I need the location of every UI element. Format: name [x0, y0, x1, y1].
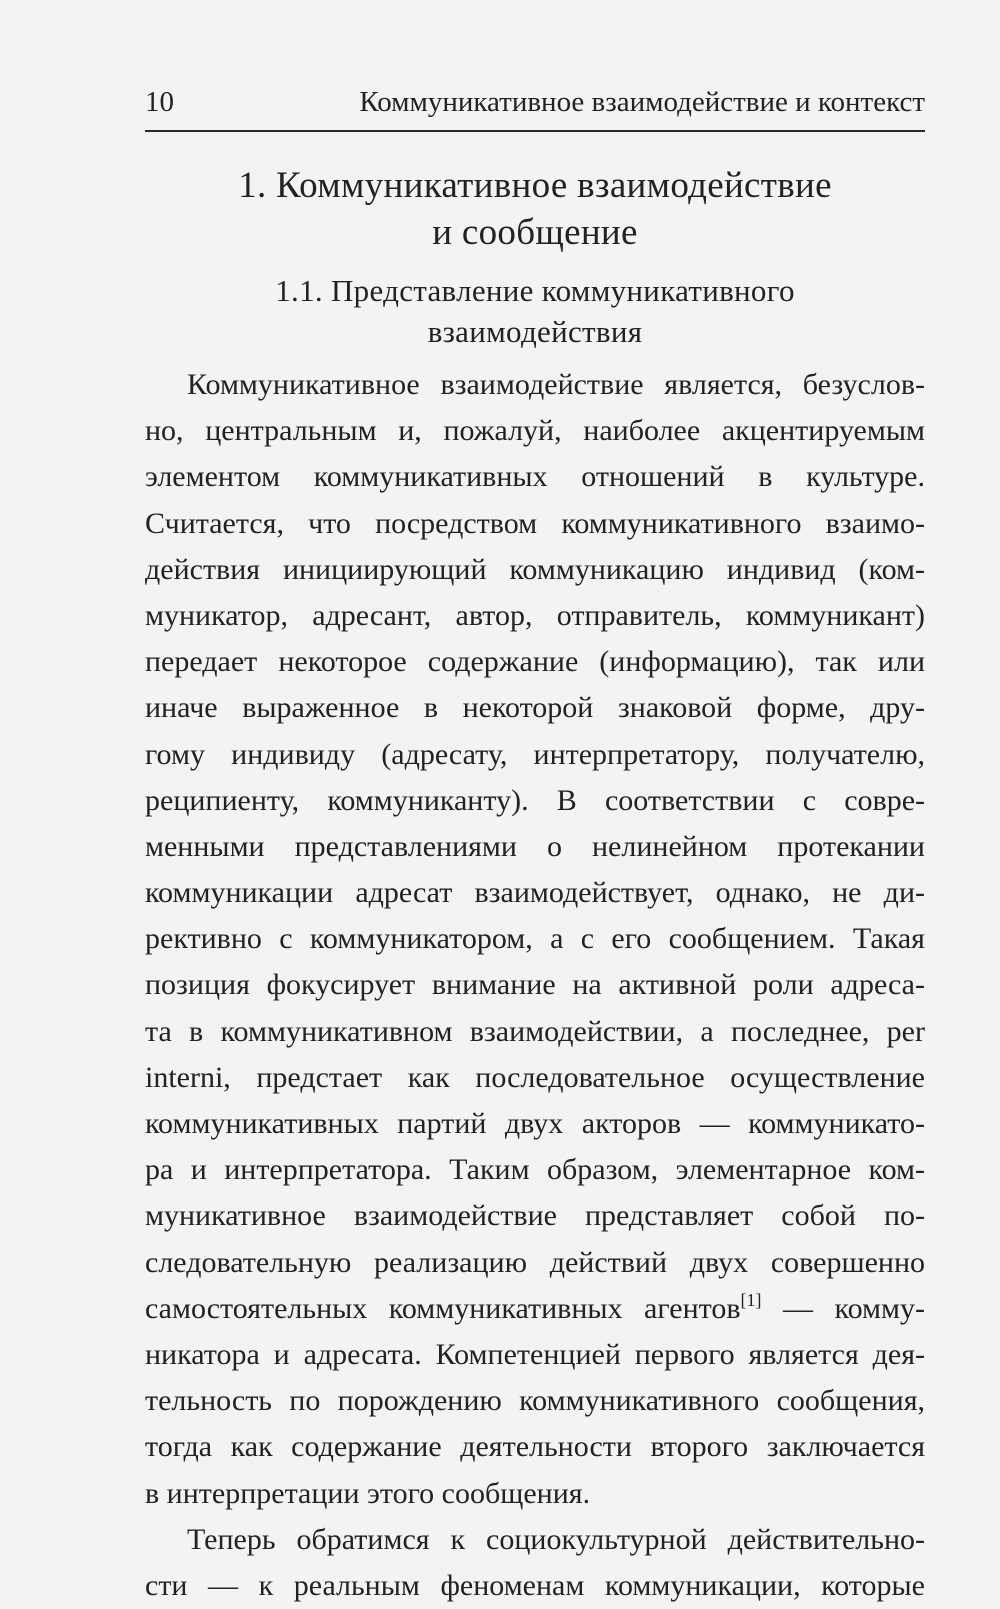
text-line: сти — к реальным феноменам коммуникации, которые: [145, 1568, 925, 1602]
text-fragment: — комму-: [761, 1291, 925, 1325]
text-line: действия инициирующий коммуникацию индивид (ком-: [145, 552, 925, 586]
text-line: Считается, что посредством коммуникативного взаимо-: [145, 506, 925, 540]
text-line: Коммуникативное взаимодействие является, безуслов-: [187, 368, 925, 401]
section-title-line: 1.1. Представление коммуникативного: [275, 273, 795, 308]
body-text: [145, 362, 925, 1609]
text-line: та в коммуникативном взаимодействии, а последнее, per: [145, 1014, 925, 1048]
text-line: в интерпретации этого сообщения.: [145, 1476, 591, 1510]
text-line: коммуникации адресат взаимодействует, однако, не ди-: [145, 876, 925, 910]
text-line: тельность по порождению коммуникативного сообщения,: [145, 1384, 925, 1418]
chapter-title-line: 1. Коммуникативное взаимодействие: [238, 165, 832, 206]
running-title: Коммуникативное взаимодействие и контекст: [359, 86, 925, 118]
text-line: муникатор, адресант, автор, отправитель, коммуникант): [145, 598, 925, 632]
text-line: позиция фокусирует внимание на активной роли адреса-: [145, 968, 925, 1002]
text-line: муникативное взаимодействие представляет собой по-: [145, 1199, 925, 1233]
text-fragment: самостоятельных коммуникативных агентов: [145, 1291, 741, 1325]
text-line: следовательную реализацию действий двух совершенно: [145, 1245, 925, 1279]
text-line: реципиенту, коммуниканту). В соответствии с совре-: [145, 783, 925, 817]
section-title-line: взаимодействия: [427, 314, 643, 349]
paragraph-2: [145, 1517, 925, 1609]
running-header: [145, 82, 925, 132]
text-line: никатора и адресата. Компетенцией первого является дея-: [145, 1337, 925, 1371]
chapter-title-line: и сообщение: [432, 212, 638, 253]
text-line-with-footnote: [145, 1286, 925, 1332]
text-line: Теперь обратимся к социокультурной действительно-: [187, 1522, 925, 1556]
footnote-reference[interactable]: [1]: [740, 1289, 762, 1310]
text-line: иначе выраженное в некоторой знаковой форме, дру-: [145, 691, 925, 725]
text-line: но, центральным и, пожалуй, наиболее акцентируемым: [145, 414, 925, 448]
paragraph-1: [145, 362, 925, 1517]
text-line: interni, предстает как последовательное осуществление: [145, 1060, 925, 1094]
text-line: элементом коммуникативных отношений в культуре.: [145, 460, 925, 494]
section-title: [145, 270, 925, 352]
page-number: 10: [145, 86, 174, 118]
text-line: передает некоторое содержание (информацию), так или: [145, 645, 925, 679]
text-line: тогда как содержание деятельности второго заключается: [145, 1430, 925, 1464]
text-line: рективно с коммуникатором, а с его сообщением. Такая: [145, 922, 925, 956]
chapter-title: [145, 162, 925, 256]
text-line: ра и интерпретатора. Таким образом, элементарное ком-: [145, 1153, 925, 1187]
text-line: коммуникативных партий двух акторов — коммуникато-: [145, 1107, 925, 1140]
text-line: гому индивиду (адресату, интерпретатору, получателю,: [145, 737, 925, 771]
text-line: менными представлениями о нелинейном протекании: [145, 829, 925, 863]
